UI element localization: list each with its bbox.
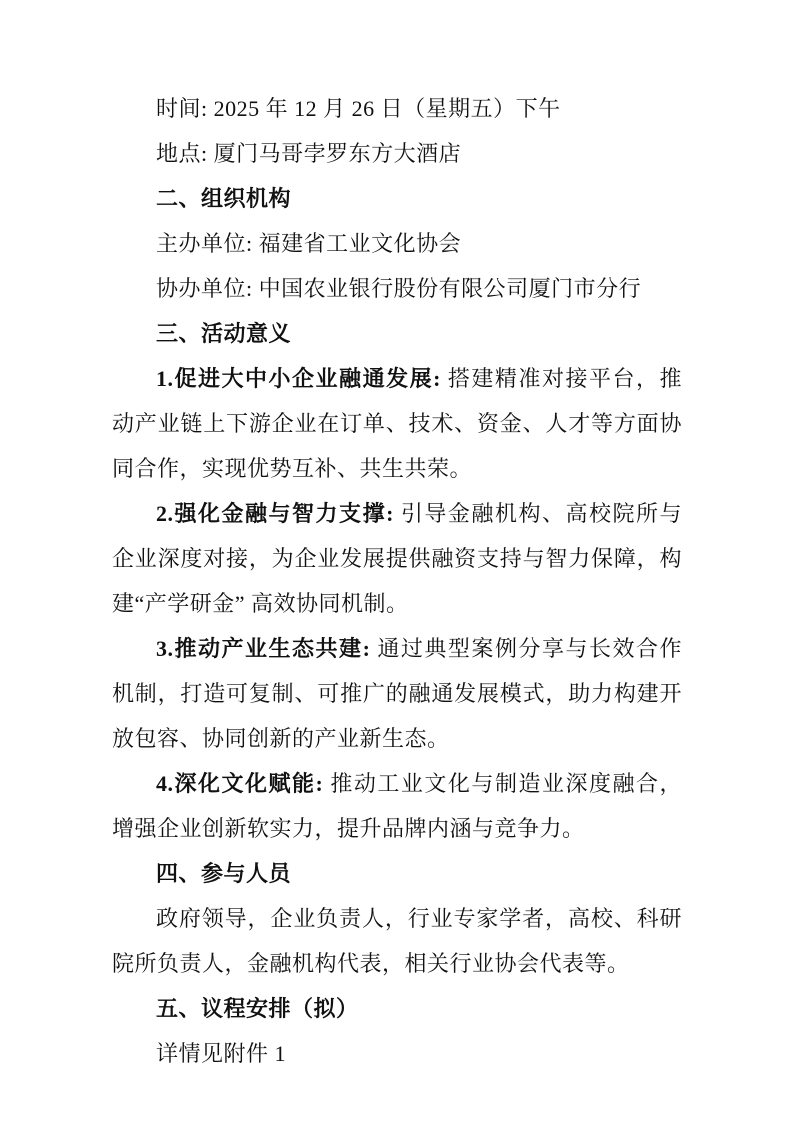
section-heading-agenda: 五、议程安排（拟）: [156, 996, 359, 1021]
paragraph-item-3: [112, 626, 682, 761]
paragraph-item-3-lead: 3.推动产业生态共建:: [156, 636, 378, 661]
line-time: 时间: 2025 年 12 月 26 日（星期五）下午: [156, 96, 561, 121]
paragraph-participants: 政府领导，企业负责人，行业专家学者，高校、科研院所负责人，金融机构代表，相关行业协会代表等。: [112, 906, 682, 976]
paragraph-item-4-lead: 4.深化文化赋能:: [156, 771, 331, 796]
paragraph-item-3-text: 通过典型案例分享与长效合作机制，打造可复制、可推广的融通发展模式，助力构建开放包容、协同创新的产业新生态。: [112, 636, 682, 751]
paragraph-item-4-text: 推动工业文化与制造业深度融合，增强企业创新软实力，提升品牌内涵与竞争力。: [112, 771, 682, 841]
paragraph-item-2-text: 引导金融机构、高校院所与企业深度对接，为企业发展提供融资支持与智力保障，构建“产学研金” 高效协同机制。: [112, 501, 682, 616]
section-heading-organizers: 二、组织机构: [156, 186, 292, 211]
line-host-organizer: 主办单位: 福建省工业文化协会: [156, 231, 462, 256]
paragraph-item-1-lead: 1.促进大中小企业融通发展:: [156, 366, 448, 391]
line-co-organizer: 协办单位: 中国农业银行股份有限公司厦门市分行: [156, 276, 642, 301]
line-location: 地点: 厦门马哥孛罗东方大酒店: [156, 141, 462, 166]
document-body: [112, 86, 682, 1076]
paragraph-item-1: [112, 356, 682, 491]
section-heading-significance: 三、活动意义: [156, 321, 292, 346]
paragraph-item-1-text: 搭建精准对接平台，推动产业链上下游企业在订单、技术、资金、人才等方面协同合作，实现优势互补、共生共荣。: [112, 366, 682, 481]
section-heading-participants: 四、参与人员: [156, 861, 292, 886]
paragraph-item-4: [112, 761, 682, 851]
line-attachment-reference: 详情见附件 1: [156, 1041, 287, 1066]
paragraph-item-2: [112, 491, 682, 626]
paragraph-item-2-lead: 2.强化金融与智力支撑:: [156, 501, 401, 526]
